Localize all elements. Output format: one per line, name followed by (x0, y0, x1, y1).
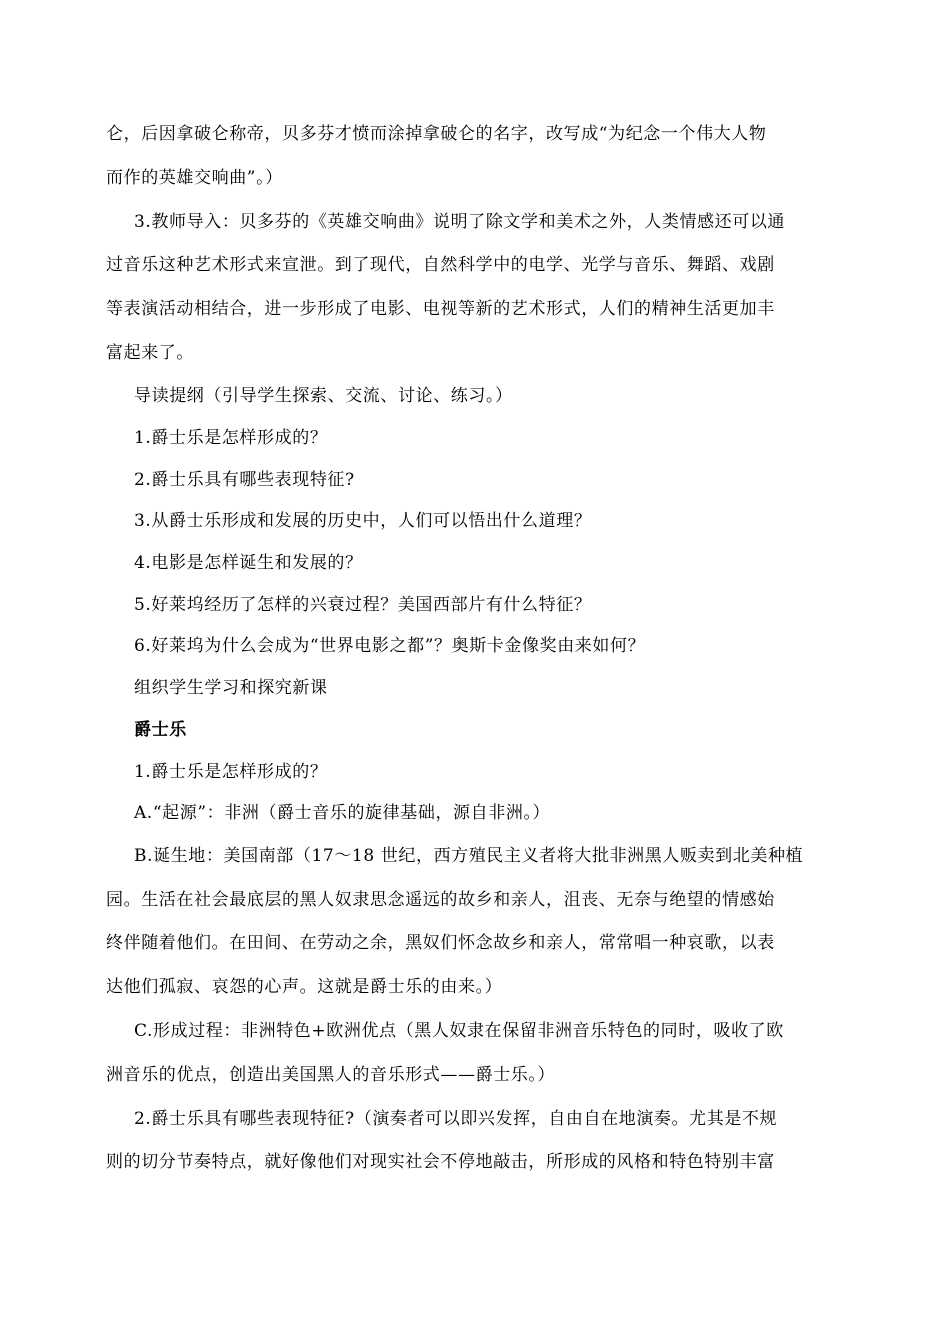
paragraph-line: 而作的英雄交响曲”。） (106, 168, 283, 188)
paragraph-line: 达他们孤寂、哀怨的心声。这就是爵士乐的由来。） (106, 977, 503, 997)
paragraph-line: 2.爵士乐具有哪些表现特征?（演奏者可以即兴发挥，自由自在地演奏。尤其是不规 (134, 1109, 778, 1129)
section-heading-jazz: 爵士乐 (134, 720, 187, 740)
paragraph-line: 则的切分节奏特点，就好像他们对现实社会不停地敲击，所形成的风格和特色特别丰富 (106, 1152, 775, 1172)
paragraph-line: 仑，后因拿破仑称帝，贝多芬才愤而涂掉拿破仑的名字，改写成“为纪念一个伟大人物 (106, 124, 767, 144)
outline-item: 2.爵士乐具有哪些表现特征? (134, 470, 355, 490)
outline-item: 5.好莱坞经历了怎样的兴衰过程？美国西部片有什么特征？ (134, 595, 592, 615)
paragraph-line: 园。生活在社会最底层的黑人奴隶思念遥远的故乡和亲人，沮丧、无奈与绝望的情感始 (106, 890, 775, 910)
section-intro: 组织学生学习和探究新课 (134, 678, 328, 698)
paragraph-line: 3.教师导入：贝多芬的《英雄交响曲》说明了除文学和美术之外，人类情感还可以通 (134, 212, 786, 232)
paragraph-line: 洲音乐的优点，创造出美国黑人的音乐形式——爵士乐。） (106, 1065, 556, 1085)
paragraph-line: 过音乐这种艺术形式来宣泄。到了现代，自然科学中的电学、光学与音乐、舞蹈、戏剧 (106, 255, 775, 275)
question-line: 1.爵士乐是怎样形成的？ (134, 762, 328, 782)
paragraph-line: 等表演活动相结合，进一步形成了电影、电视等新的艺术形式，人们的精神生活更加丰 (106, 299, 775, 319)
outline-item: 6.好莱坞为什么会成为“世界电影之都”？奥斯卡金像奖由来如何？ (134, 636, 646, 656)
paragraph-line: A.“起源”：非洲（爵士音乐的旋律基础，源自非洲。） (134, 803, 551, 823)
paragraph-line: B.诞生地：美国南部（17～18 世纪，西方殖民主义者将大批非洲黑人贩卖到北美种植 (134, 846, 804, 866)
paragraph-line: C.形成过程：非洲特色+欧洲优点（黑人奴隶在保留非洲音乐特色的同时，吸收了欧 (134, 1021, 784, 1041)
outline-item: 4.电影是怎样诞生和发展的？ (134, 553, 363, 573)
paragraph-line: 终伴随着他们。在田间、在劳动之余，黑奴们怀念故乡和亲人，常常唱一种哀歌，以表 (106, 933, 775, 953)
outline-item: 3.从爵士乐形成和发展的历史中，人们可以悟出什么道理？ (134, 511, 592, 531)
outline-item: 1.爵士乐是怎样形成的？ (134, 428, 328, 448)
guide-outline-heading: 导读提纲（引导学生探索、交流、讨论、练习。） (134, 386, 513, 406)
paragraph-line: 富起来了。 (106, 343, 194, 363)
